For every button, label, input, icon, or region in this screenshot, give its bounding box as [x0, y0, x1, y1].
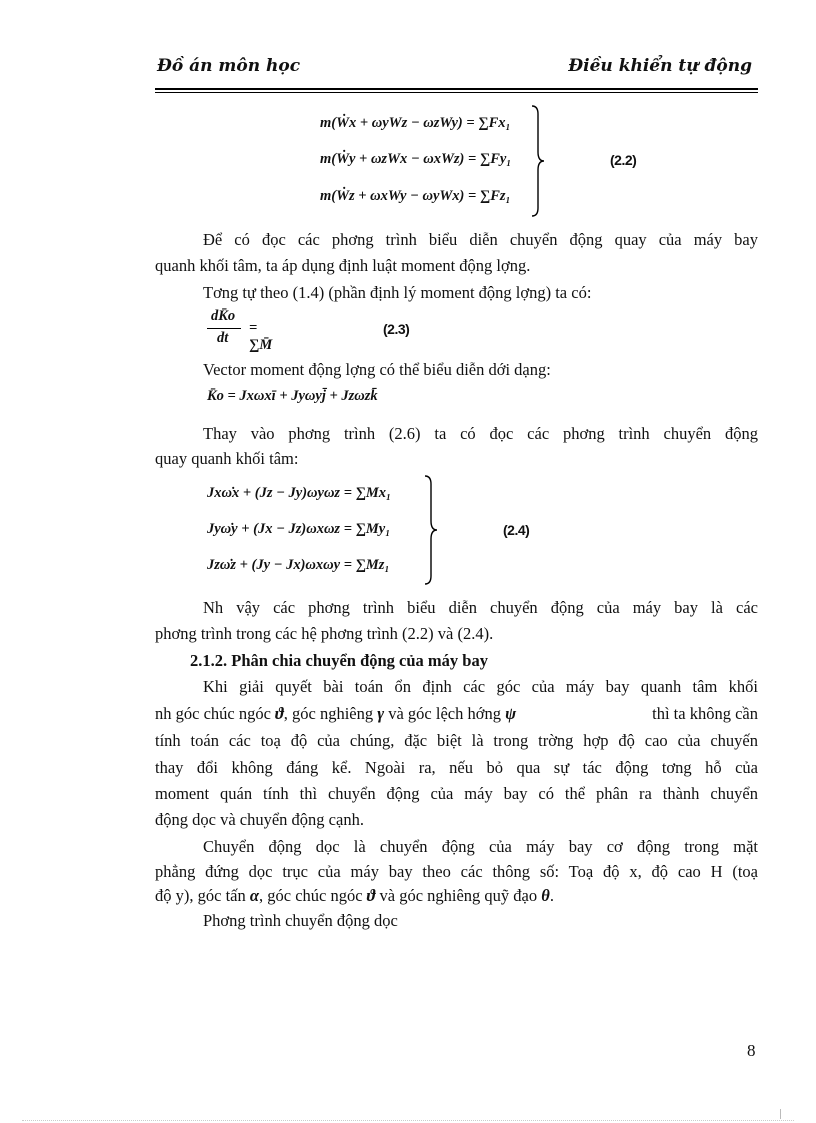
- footer-tick: [780, 1109, 781, 1119]
- equation-angular-momentum: K̄o = Jxωxī + Jyωyj̄ + Jzωzk̄: [207, 388, 378, 404]
- equation-2-4-line-3: Jzω̇z + (Jy − Jx)ωxωy = ∑Mz₁: [207, 557, 390, 573]
- equation-2-2-brace: [530, 104, 546, 218]
- psi-symbol: ψ: [505, 704, 517, 723]
- paragraph-3: Vector moment động lợng có thể biểu diễn dới dạng:: [203, 360, 551, 379]
- text-span: và góc lệch hớng: [384, 704, 506, 723]
- equation-2-3-numerator: dK̄o: [211, 308, 236, 324]
- paragraph-1-line-1: Để có đọc các phơng trình biểu diễn chuyển động quay của máy bay: [203, 230, 758, 249]
- theta-symbol: ϑ: [275, 704, 284, 723]
- equation-2-3-rhs: = ∑M̄: [249, 320, 273, 353]
- equation-2-2-line-1: m(Ẇx + ωyWz − ωzWy) = ∑Fx₁: [320, 115, 511, 131]
- paragraph-6-line-2: [155, 704, 758, 724]
- equation-2-4-number: (2.4): [503, 522, 530, 538]
- paragraph-7-line-3: [155, 886, 554, 906]
- paragraph-4-line-2: quay quanh khối tâm:: [155, 449, 299, 468]
- theta-symbol: ϑ: [366, 886, 376, 905]
- equation-2-3-number: (2.3): [383, 321, 410, 337]
- fraction-bar: [207, 328, 241, 329]
- header-rule-thin: [155, 92, 758, 93]
- paragraph-8: Phơng trình chuyển động dọc: [203, 911, 398, 930]
- gamma-symbol: γ: [377, 704, 385, 723]
- header-rule-thick: [155, 88, 758, 90]
- equation-2-2-number: (2.2): [610, 152, 637, 168]
- paragraph-5-line-1: Nh vậy các phơng trình biểu diễn chuyển động của máy bay là các: [203, 598, 758, 617]
- page-header: [155, 52, 758, 88]
- equation-2-4-brace: [423, 474, 439, 586]
- equation-2-2-line-3: m(Ẇz + ωxWy − ωyWx) = ∑Fz₁: [320, 188, 511, 204]
- section-heading: 2.1.2. Phân chia chuyển động của máy bay: [190, 651, 488, 670]
- equation-2-3-denominator: dt: [217, 330, 229, 346]
- paragraph-6-line-1: Khi giải quyết bài toán ổn định các góc của máy bay quanh tâm khối: [203, 677, 758, 696]
- header-right-title: Điều khiển tự động: [568, 56, 752, 76]
- paragraph-6-line-5: moment quán tính thì chuyển động của máy bay có thể phân ra thành chuyển: [155, 784, 758, 803]
- footer-divider: [22, 1120, 794, 1121]
- header-left-title: Đồ án môn học: [157, 56, 301, 76]
- paragraph-6-line-3: tính toán các toạ độ của chúng, đặc biệt là trong trờng hợp độ cao của chuyến: [155, 731, 758, 750]
- text-span: , góc nghiêng: [283, 704, 378, 723]
- paragraph-6-line-4: thay đổi không đáng kể. Ngoài ra, nếu bỏ qua sự tác động tơng hỗ của: [155, 758, 758, 777]
- paragraph-5-line-2: phơng trình trong các hệ phơng trình (2.2) và (2.4).: [155, 624, 494, 643]
- equation-2-2-line-2: m(Ẇy + ωzWx − ωxWz) = ∑Fy₁: [320, 151, 512, 167]
- paragraph-1-line-2: quanh khối tâm, ta áp dụng định luật moment động lợng.: [155, 256, 531, 275]
- text-span: .: [549, 886, 554, 905]
- text-span: và góc nghiêng quỹ đạo: [375, 886, 542, 905]
- paragraph-7-line-1: Chuyển động dọc là chuyển động của máy bay cơ động trong mặt: [203, 837, 758, 856]
- paragraph-6-line-6: động dọc và chuyển động cạnh.: [155, 810, 364, 829]
- text-span: thì ta không cần: [652, 704, 758, 723]
- paragraph-4-line-1: Thay vào phơng trình (2.6) ta có đọc các phơng trình chuyển động: [203, 424, 758, 443]
- theta-symbol: θ: [541, 886, 550, 905]
- paragraph-2: Tơng tự theo (1.4) (phần định lý moment động lợng) ta có:: [203, 283, 592, 302]
- text-span: nh góc chúc ngóc: [155, 704, 276, 723]
- page-number: 8: [747, 1041, 756, 1060]
- equation-2-4-line-1: Jxω̇x + (Jz − Jy)ωyωz = ∑Mx₁: [207, 485, 392, 501]
- paragraph-7-line-2: phẳng đứng dọc trục của máy bay theo các thông số: Toạ độ x, độ cao H (toạ: [155, 862, 758, 881]
- text-span: , góc chúc ngóc: [259, 886, 367, 905]
- text-span: độ y), góc tấn: [155, 886, 250, 905]
- alpha-symbol: α: [249, 886, 259, 905]
- equation-2-4-line-2: Jyω̇y + (Jx − Jz)ωxωz = ∑My₁: [207, 521, 391, 537]
